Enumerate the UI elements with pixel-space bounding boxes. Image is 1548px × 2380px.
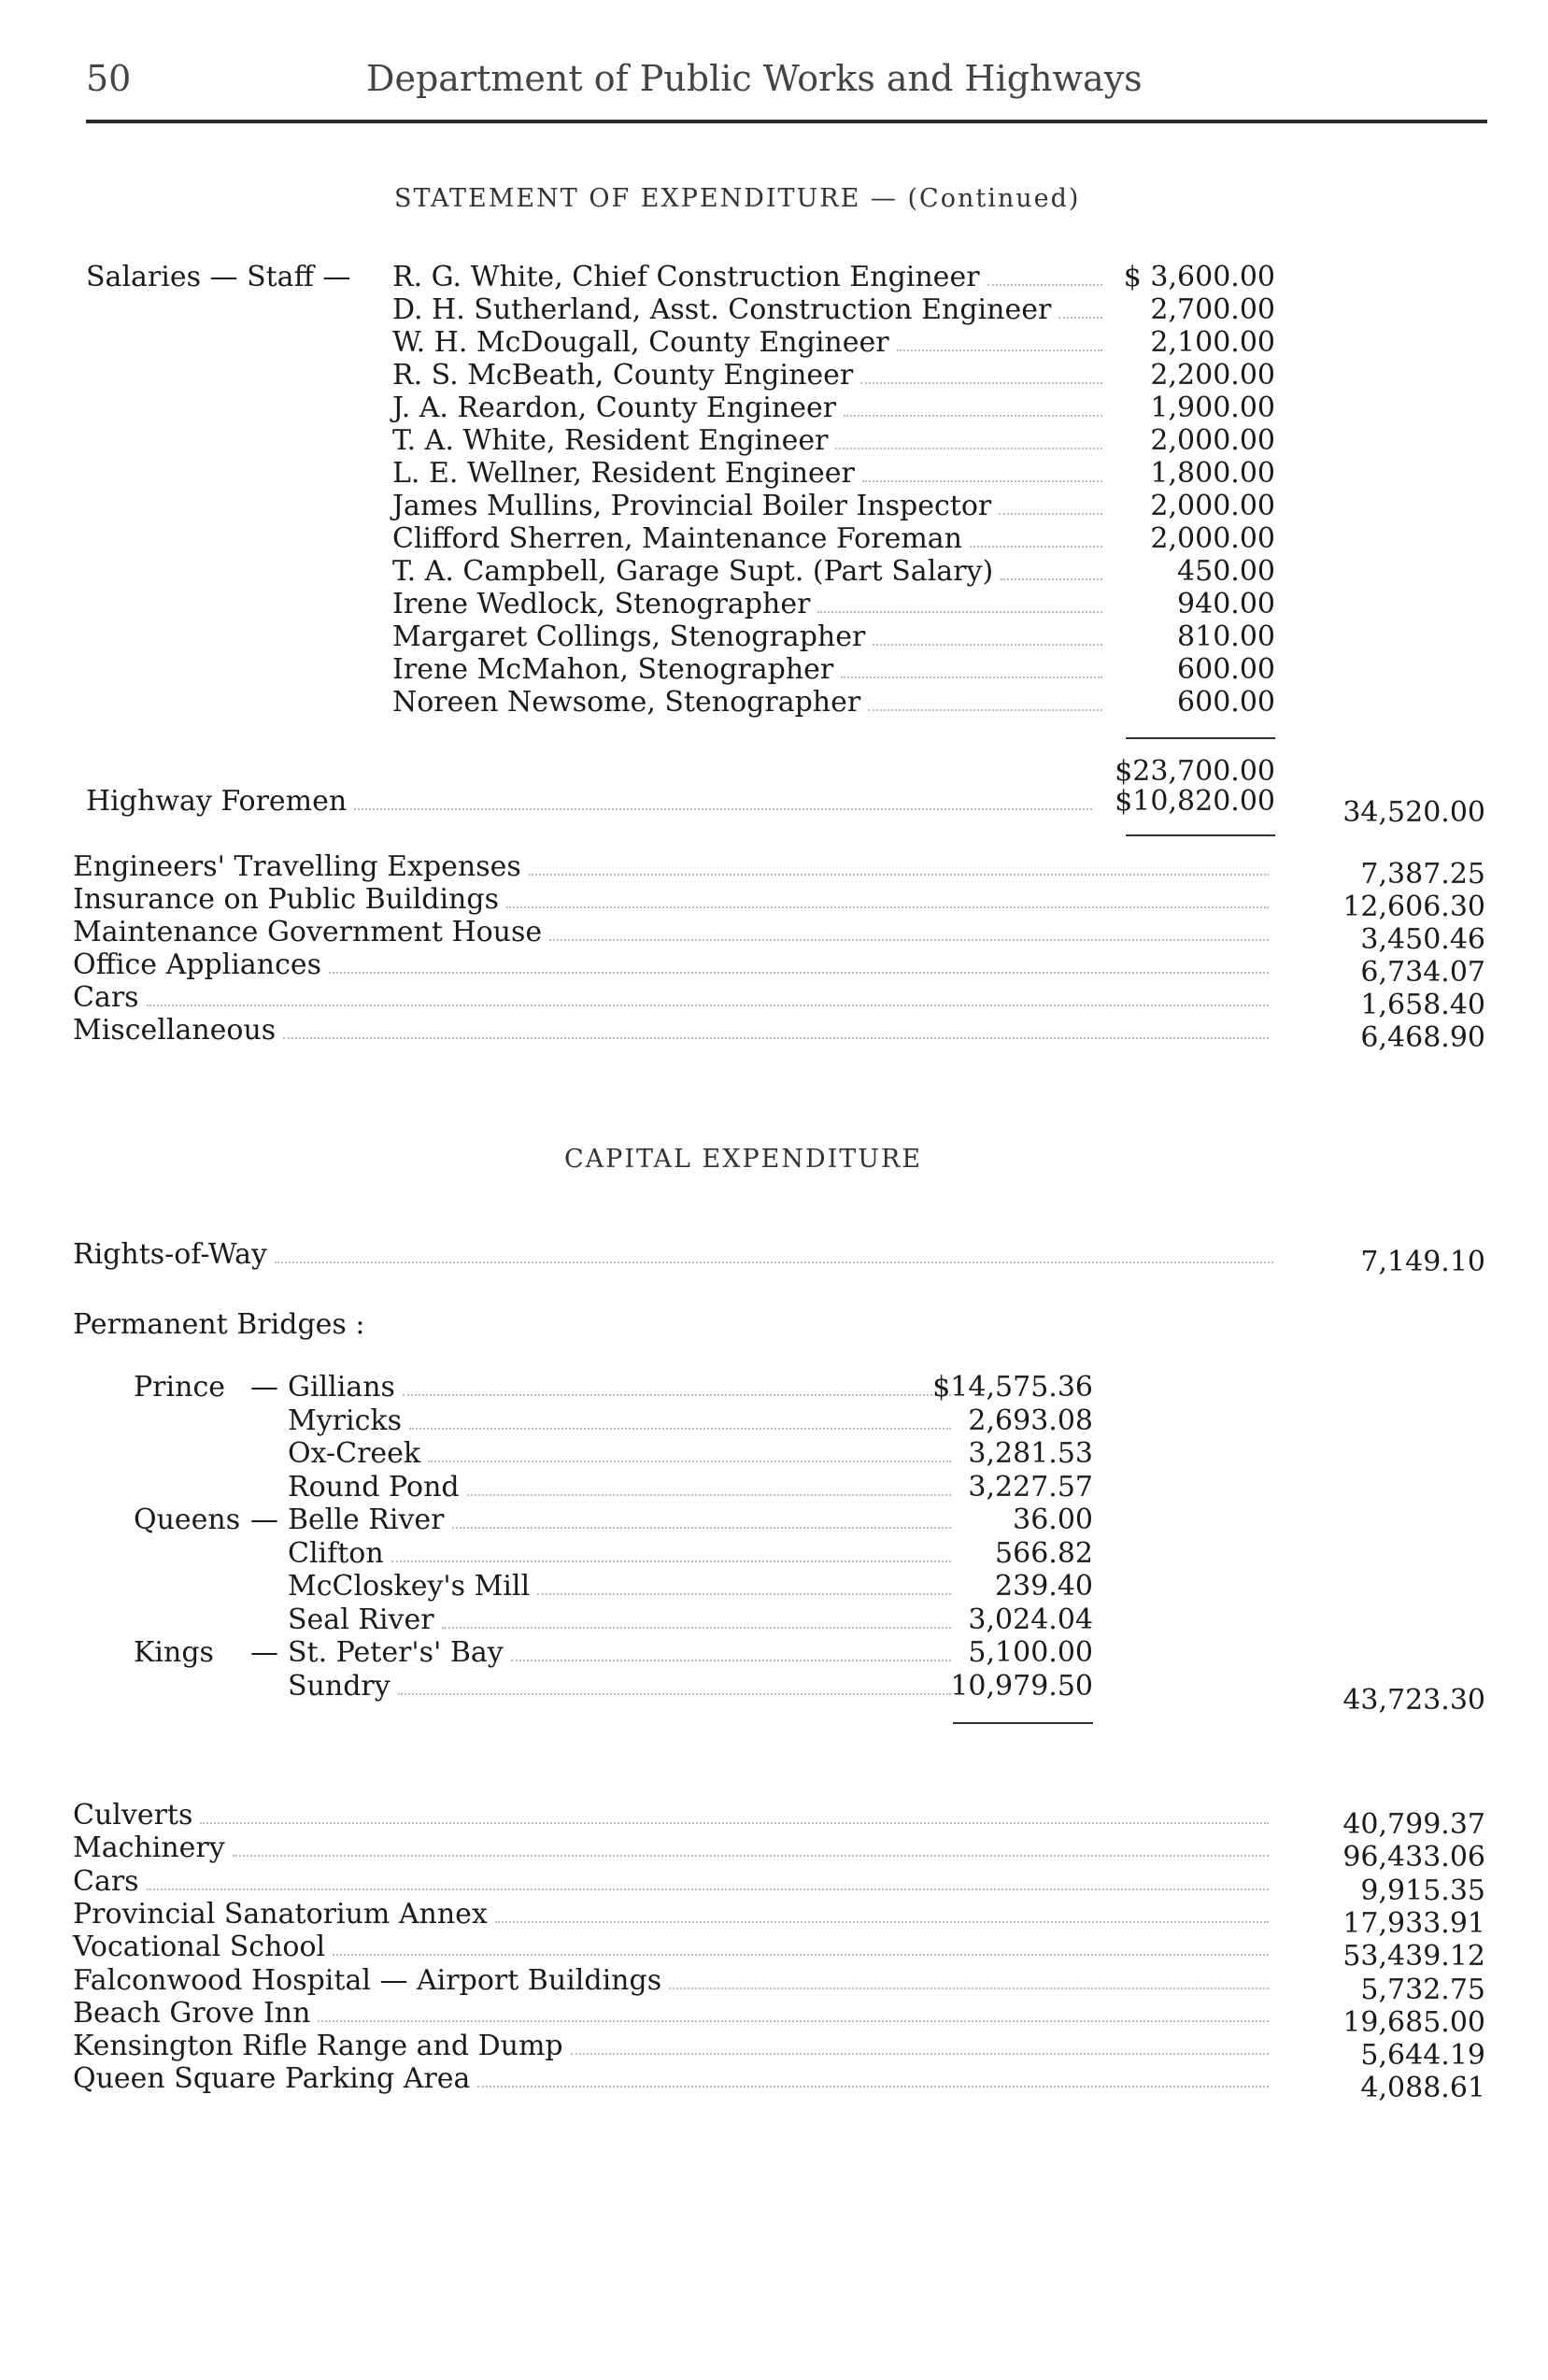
dot-leader (844, 414, 1102, 417)
capital-label: Cars (73, 1864, 139, 1898)
expense-label: Engineers' Travelling Expenses (73, 850, 521, 883)
salaries-total: 34,520.00 (1342, 796, 1485, 829)
staff-row (392, 424, 1112, 457)
bridge-row (288, 1603, 960, 1636)
bridge-county: Kings (134, 1636, 214, 1669)
bridge-dash: — (250, 1371, 278, 1404)
staff-name: James Mullins, Provincial Boiler Inspector (392, 490, 992, 522)
capital-amount: 9,915.35 (1360, 1874, 1485, 1907)
bridge-name: Myricks (288, 1404, 402, 1437)
header-rule (86, 120, 1487, 123)
bridge-name: Gillians (288, 1371, 395, 1404)
capital-label: Provincial Sanatorium Annex (73, 1897, 488, 1931)
capital-row (73, 1964, 1278, 1997)
capital-amount: 5,644.19 (1360, 2039, 1485, 2073)
expense-label: Miscellaneous (73, 1014, 277, 1047)
dot-leader (495, 1920, 1269, 1923)
dot-leader (477, 2085, 1269, 2088)
bridge-name: Round Pond (288, 1470, 460, 1504)
expense-label: Insurance on Public Buildings (73, 883, 499, 916)
staff-amount: 1,900.00 (1150, 392, 1275, 424)
dot-leader (511, 1659, 951, 1661)
bridges-rule (953, 1722, 1093, 1724)
staff-name: R. G. White, Chief Construction Engineer (392, 261, 980, 293)
dot-leader (333, 1953, 1269, 1956)
salaries-label: Salaries — Staff — (86, 261, 351, 293)
subtotal-rule-2 (1126, 834, 1275, 836)
capital-label: Culverts (73, 1799, 193, 1831)
bridges-heading: Permanent Bridges : (73, 1308, 365, 1341)
staff-amount: $ 3,600.00 (1123, 261, 1275, 293)
dot-leader (391, 1560, 951, 1562)
bridge-county: Prince (134, 1371, 225, 1404)
capital-row (73, 1931, 1278, 1963)
dot-leader (537, 1592, 951, 1595)
staff-name: Clifford Sherren, Maintenance Foreman (392, 522, 962, 555)
dot-leader (817, 610, 1102, 613)
expense-row (73, 850, 1278, 883)
staff-amount: 810.00 (1177, 620, 1275, 653)
bridge-amount: $14,575.36 (932, 1371, 1093, 1404)
expense-amount: 3,450.46 (1360, 923, 1485, 956)
expense-amount: 1,658.40 (1360, 989, 1485, 1021)
staff-amount: 2,100.00 (1150, 326, 1275, 359)
bridge-name: Sundry (288, 1669, 391, 1703)
capital-row (73, 1997, 1278, 2030)
bridge-name: Clifton (288, 1536, 384, 1570)
bridge-amount: 566.82 (995, 1536, 1093, 1570)
dot-leader (354, 807, 1092, 810)
dot-leader (506, 905, 1269, 908)
staff-row (392, 686, 1112, 719)
bridge-row (288, 1537, 960, 1570)
staff-row (392, 392, 1112, 424)
capital-amount: 5,732.75 (1360, 1973, 1485, 2006)
staff-row (392, 555, 1112, 588)
capital-amount: 40,799.37 (1342, 1808, 1485, 1841)
staff-name: Irene Wedlock, Stenographer (392, 588, 811, 620)
dot-leader (318, 2019, 1269, 2022)
dot-leader (409, 1427, 951, 1430)
staff-name: W. H. McDougall, County Engineer (392, 326, 889, 359)
dot-leader (467, 1493, 951, 1496)
subtotal-rule (1126, 737, 1275, 739)
dot-leader (147, 1888, 1269, 1890)
bridge-amount: 3,227.57 (968, 1470, 1093, 1504)
dot-leader (868, 708, 1102, 711)
staff-row (392, 620, 1112, 653)
staff-name: Noreen Newsome, Stenographer (392, 686, 861, 719)
expense-row (73, 916, 1278, 948)
bridge-amount: 2,693.08 (968, 1404, 1093, 1437)
statement-title: STATEMENT OF EXPENDITURE — (Continued) (394, 184, 1081, 213)
staff-row (392, 359, 1112, 392)
staff-name: Irene McMahon, Stenographer (392, 653, 834, 686)
capital-label: Vocational School (73, 1931, 326, 1964)
capital-label: Machinery (73, 1831, 225, 1865)
staff-amount: 450.00 (1177, 555, 1275, 588)
bridge-row (288, 1371, 960, 1404)
staff-row (392, 588, 1112, 620)
expense-amount: 7,387.25 (1360, 858, 1485, 891)
staff-amount: 2,000.00 (1150, 424, 1275, 457)
bridge-amount: 239.40 (995, 1570, 1093, 1603)
rights-of-way-label: Rights-of-Way (73, 1238, 267, 1271)
bridge-row (288, 1471, 960, 1504)
capital-label: Kensington Rifle Range and Dump (73, 2030, 563, 2063)
staff-row (392, 293, 1112, 326)
bridge-amount: 10,979.50 (950, 1669, 1093, 1703)
staff-name: D. H. Sutherland, Asst. Construction Engineer (392, 293, 1052, 326)
expense-label: Office Appliances (73, 948, 322, 981)
dot-leader (283, 1036, 1269, 1039)
bridge-amount: 5,100.00 (968, 1636, 1093, 1669)
staff-row (392, 522, 1112, 555)
bridge-row (288, 1437, 960, 1470)
expense-row (73, 883, 1278, 916)
staff-name: R. S. McBeath, County Engineer (392, 359, 854, 392)
dot-leader (403, 1393, 951, 1396)
capital-label: Falconwood Hospital — Airport Buildings (73, 1963, 662, 1997)
bridge-row (288, 1404, 960, 1437)
staff-amount: 2,700.00 (1150, 293, 1275, 326)
staff-subtotal: $23,700.00 (1115, 755, 1275, 788)
capital-amount: 96,433.06 (1342, 1841, 1485, 1874)
staff-name: T. A. Campbell, Garage Supt. (Part Salary) (392, 555, 994, 588)
dot-leader (862, 479, 1102, 482)
dot-leader (233, 1854, 1269, 1857)
capital-amount: 19,685.00 (1342, 2005, 1485, 2039)
staff-row (392, 490, 1112, 522)
expense-amount: 12,606.30 (1342, 891, 1485, 923)
highway-foremen-label: Highway Foremen (86, 785, 348, 818)
dot-leader (669, 1987, 1269, 1989)
bridge-name: Seal River (288, 1603, 434, 1636)
dot-leader (860, 381, 1102, 384)
bridge-amount: 3,281.53 (968, 1437, 1093, 1470)
bridge-dash: — (250, 1504, 278, 1536)
capital-row (73, 1898, 1278, 1931)
staff-amount: 2,000.00 (1150, 490, 1275, 522)
bridge-row (288, 1636, 960, 1669)
dot-leader (571, 2052, 1269, 2055)
bridge-amount: 36.00 (1013, 1504, 1093, 1536)
expense-amount: 6,468.90 (1360, 1021, 1485, 1054)
capital-title: CAPITAL EXPENDITURE (564, 1145, 923, 1174)
capital-row (73, 2062, 1278, 2095)
capital-amount: 53,439.12 (1342, 1940, 1485, 1974)
staff-name: J. A. Reardon, County Engineer (392, 392, 837, 424)
bridge-amount: 3,024.04 (968, 1603, 1093, 1636)
capital-row (73, 1799, 1278, 1831)
dot-leader (147, 1004, 1269, 1006)
dot-leader (200, 1821, 1269, 1824)
staff-row (392, 457, 1112, 490)
staff-name: L. E. Wellner, Resident Engineer (392, 457, 855, 490)
bridge-name: Ox-Creek (288, 1437, 421, 1470)
dot-leader (835, 447, 1102, 449)
staff-row (392, 261, 1112, 293)
capital-amount: 4,088.61 (1360, 2072, 1485, 2105)
dot-leader (897, 349, 1102, 351)
staff-name: T. A. White, Resident Engineer (392, 424, 829, 457)
highway-foremen-amount: $10,820.00 (1115, 785, 1275, 818)
dot-leader (398, 1692, 951, 1695)
staff-row (392, 653, 1112, 686)
expense-label: Cars (73, 981, 139, 1014)
bridge-name: St. Peter's' Bay (288, 1636, 504, 1669)
capital-row (73, 2030, 1278, 2062)
bridge-dash: — (250, 1636, 278, 1669)
staff-amount: 2,200.00 (1150, 359, 1275, 392)
staff-amount: 2,000.00 (1150, 522, 1275, 555)
capital-label: Beach Grove Inn (73, 1996, 311, 2030)
bridge-name: McCloskey's Mill (288, 1570, 531, 1603)
page-number: 50 (86, 58, 132, 99)
expense-amount: 6,734.07 (1360, 956, 1485, 989)
bridge-row (288, 1670, 960, 1703)
staff-amount: 940.00 (1177, 588, 1275, 620)
dot-leader (452, 1526, 951, 1529)
rights-of-way-row (73, 1238, 1283, 1271)
dot-leader (442, 1626, 951, 1629)
dot-leader (529, 873, 1269, 876)
staff-row (392, 326, 1112, 359)
bridge-row (288, 1504, 960, 1536)
capital-row (73, 1831, 1278, 1864)
bridges-total: 43,723.30 (1342, 1684, 1485, 1717)
dot-leader (841, 676, 1102, 678)
bridge-name: Belle River (288, 1504, 445, 1536)
staff-amount: 600.00 (1177, 653, 1275, 686)
staff-name: Margaret Collings, Stenographer (392, 620, 866, 653)
dot-leader (329, 971, 1269, 974)
capital-row (73, 1865, 1278, 1898)
expense-row (73, 1014, 1278, 1047)
rights-of-way-amount: 7,149.10 (1360, 1246, 1485, 1278)
bridge-county: Queens (134, 1504, 241, 1536)
expense-row (73, 948, 1278, 981)
staff-amount: 1,800.00 (1150, 457, 1275, 490)
running-title: Department of Public Works and Highways (366, 58, 1143, 99)
highway-foremen-row (86, 785, 1101, 818)
dot-leader (275, 1261, 1273, 1263)
dot-leader (873, 643, 1102, 646)
capital-amount: 17,933.91 (1342, 1906, 1485, 1940)
dot-leader (428, 1460, 951, 1462)
dot-leader (549, 938, 1269, 941)
staff-amount: 600.00 (1177, 686, 1275, 719)
bridge-row (288, 1570, 960, 1603)
capital-label: Queen Square Parking Area (73, 2062, 471, 2096)
expense-row (73, 981, 1278, 1014)
expense-label: Maintenance Government House (73, 916, 543, 948)
